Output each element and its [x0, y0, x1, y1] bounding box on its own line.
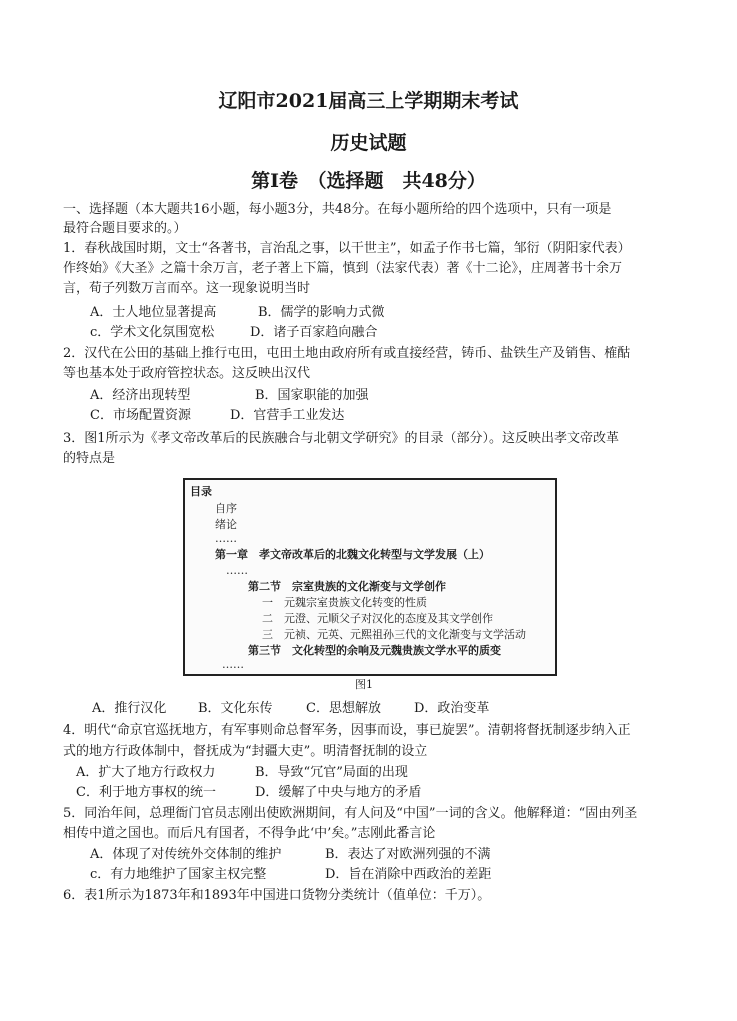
toc-heading: 目录: [190, 485, 212, 498]
toc-subsection-2: 二 元澄、元顺父子对汉化的态度及其文学创作: [262, 612, 493, 625]
toc-subsection-3: 三 元祯、元英、元熙祖孙三代的文化渐变与文学活动: [262, 628, 526, 641]
q1-stem-line-1: 1．春秋战国时期，文士“各著书，言治乱之事，以干世主”，如孟子作书七篇，邹衍（阴阳家代表）: [63, 241, 631, 256]
q4-option-a: A．扩大了地方行政权力: [76, 765, 216, 780]
toc-intro: 绪论: [215, 518, 237, 531]
q3-option-b: B．文化东传: [198, 701, 273, 716]
q2-option-b: B．国家职能的加强: [255, 388, 369, 403]
toc-preface: 自序: [215, 502, 237, 515]
section-title: 第Ⅰ卷 （选择题 共48分）: [251, 170, 486, 192]
q2-option-d: D．官营手工业发达: [230, 408, 345, 423]
q4-stem-line-2: 式的地方行政体制中，督抚成为“封疆大吏”。明清督抚制的设立: [63, 744, 428, 759]
q1-option-c: c．学术文化氛围宽松: [90, 325, 215, 340]
q3-stem-line-2: 的特点是: [63, 451, 116, 466]
toc-ellipsis-2: ……: [226, 564, 248, 577]
q5-stem-line-1: 5．同治年间，总理衙门官员志刚出使欧洲期间，有人问及“中国”一词的含义。他解释道：“固由列圣: [63, 806, 638, 821]
q4-option-b: B．导致“冗官”局面的出现: [255, 765, 408, 780]
toc-ellipsis-1: ……: [215, 532, 237, 545]
q4-option-d: D．缓解了中央与地方的矛盾: [255, 785, 422, 800]
q3-option-a: A．推行汉化: [92, 701, 167, 716]
toc-ellipsis-3: ……: [222, 658, 244, 671]
q3-stem-line-1: 3．图1所示为《孝文帝改革后的民族融合与北朝文学研究》的目录（部分）。这反映出孝文帝改革: [63, 431, 620, 446]
q1-stem-line-2: 作终始》《大圣》之篇十余万言，老子著上下篇，慎到（法家代表）著《十二论》，庄周著书十余万: [63, 261, 623, 276]
q2-stem-line-2: 等也基本处于政府管控状态。这反映出汉代: [63, 366, 311, 381]
q6-stem-line-1: 6．表1所示为1873年和1893年中国进口货物分类统计（值单位：千万）。: [63, 888, 491, 903]
q5-option-b: B．表达了对欧洲列强的不满: [325, 847, 491, 862]
instructions-line-1: 一、选择题（本大题共16小题，每小题3分，共48分。在每小题所给的四个选项中，只有一项是: [63, 202, 612, 217]
toc-section-3: 第三节 文化转型的余响及元魏贵族文学水平的质变: [248, 644, 501, 657]
q2-option-c: C．市场配置资源: [90, 408, 191, 423]
q2-option-a: A．经济出现转型: [90, 388, 191, 403]
q5-option-c: c．有力地维护了国家主权完整: [90, 867, 267, 882]
toc-subsection-1: 一 元魏宗室贵族文化转变的性质: [262, 596, 427, 609]
q4-option-c: C．利于地方事权的统一: [76, 785, 216, 800]
q5-stem-line-2: 相传中道之国也。而后凡有国者，不得争此‘中’矣。”志刚此番言论: [63, 826, 436, 841]
q3-option-d: D．政治变革: [414, 701, 490, 716]
q1-stem-line-3: 言，荀子列数万言而卒。这一现象说明当时: [63, 281, 311, 296]
q2-stem-line-1: 2．汉代在公田的基础上推行屯田，屯田土地由政府所有或直接经营，铸币、盐铁生产及销售、榷酤: [63, 346, 631, 361]
q1-option-b: B．儒学的影响力式微: [258, 305, 385, 320]
exam-title: 辽阳市2021届高三上学期期末考试: [218, 90, 519, 112]
instructions-line-2: 最符合题目要求的。）: [63, 221, 187, 236]
subject-title: 历史试题: [330, 132, 407, 154]
toc-section-2: 第二节 宗室贵族的文化渐变与文学创作: [248, 580, 446, 593]
q1-option-d: D．诸子百家趋向融合: [250, 325, 378, 340]
q4-stem-line-1: 4．明代“命京官巡抚地方，有军事则命总督军务，因事而设，事已旋罢”。清朝将督抚制逐步纳入正: [63, 723, 631, 738]
toc-chapter-1: 第一章 孝文帝改革后的北魏文化转型与文学发展（上）: [215, 548, 490, 561]
q5-option-a: A．体现了对传统外交体制的维护: [90, 847, 282, 862]
q5-option-d: D．旨在消除中西政治的差距: [325, 867, 492, 882]
q1-option-a: A．士人地位显著提高: [90, 305, 217, 320]
figure-1-caption: 图1: [355, 678, 373, 691]
q3-option-c: C．思想解放: [306, 701, 381, 716]
